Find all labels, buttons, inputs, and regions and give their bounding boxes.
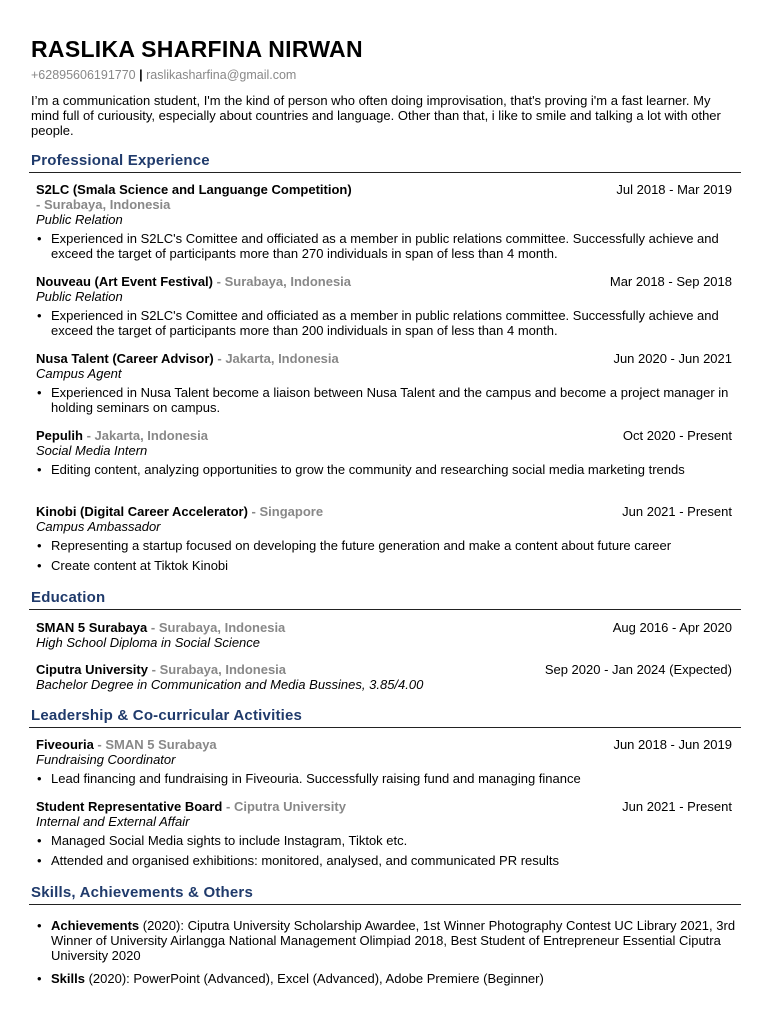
entry-dates: Sep 2020 - Jan 2024 (Expected) [544,662,732,677]
entry-location: Surabaya, Indonesia [159,662,287,677]
section-divider [29,904,741,905]
entry-dash: - [216,274,221,289]
entry-dash: - [150,620,156,635]
skills-label: Skills [51,971,85,986]
entry-role: Campus Ambassador [36,519,161,534]
entry-bullets [36,462,732,477]
entry-location: Singapore [259,504,324,519]
entry-dash: - [36,197,41,212]
entry-organization: S2LC (Smala Science and Languange Competition) [36,182,352,197]
entry-organization: SMAN 5 Surabaya [36,620,148,635]
section-divider [29,609,741,610]
email-address: raslikasharfina@gmail.com [146,68,297,82]
bullet-item: • Lead financing and fundraising in Fiveouria. Successfully raising fund and managing finance [51,771,732,786]
section-title-education: Education [31,589,106,606]
entry-location: Jakarta, Indonesia [94,428,208,443]
bullet-item: • Experienced in S2LC's Comittee and officiated as a member in public relations committee. Successfully achieve and exceed the target of participants more than 270 individuals in span of less than 4 month. [51,231,732,261]
achievements-text: (2020): Ciputra University Scholarship Awardee, 1st Winner Photography Contest UC Library 2021, 3rd Winner of University Airlangga National Management Olimpiad 2018, Best Student of Entrepreneur Essential Ciputra University 2020 [51,918,736,963]
bullet-item: • Experienced in Nusa Talent become a liaison between Nusa Talent and the campus and become a project manager in holding seminars on campus. [51,385,732,415]
bullet-item: • Editing content, analyzing opportunities to grow the community and researching social media marketing trends [51,462,732,477]
entry-dates: Jun 2021 - Present [622,799,732,814]
entry-location: Surabaya, Indonesia [224,274,352,289]
bullet-item: • Attended and organised exhibitions: monitored, analysed, and communicated PR results [51,853,732,868]
entry-dates: Oct 2020 - Present [622,428,732,443]
entry-dash: - [226,799,231,814]
bullet-item: • Managed Social Media sights to include Instagram, Tiktok etc. [51,833,732,848]
entry-dates: Jun 2018 - Jun 2019 [613,737,732,752]
skills-block [36,914,736,991]
entry-dates: Jun 2020 - Jun 2021 [613,351,732,366]
entry-dash: - [97,737,102,752]
entry-dash: - [217,351,222,366]
achievements-label: Achievements [51,918,140,933]
entry-location: Jakarta, Indonesia [225,351,339,366]
entry-location: Surabaya, Indonesia [43,197,171,212]
section-title-skills: Skills, Achievements & Others [31,884,253,901]
experience-entry [36,504,732,578]
profile-summary: I’m a communication student, I'm the kind of person who often doing improvisation, that's proving i'm a fast learner. My mind full of curiousity, especially about countries and language. Other than that, i like to smile and talking a lot with other people. [31,93,721,138]
experience-entry [36,182,732,266]
entry-dash: - [151,662,156,677]
entry-location: Surabaya, Indonesia [158,620,286,635]
bullet-item: • Representing a startup focused on developing the future generation and make a content about future career [51,538,732,553]
leadership-entry [36,799,732,873]
entry-bullets [36,833,732,868]
education-entry [36,620,732,650]
bullet-item: • Experienced in S2LC's Comittee and officiated as a member in public relations committee. Successfully achieve and exceed the target of participants more than 200 individuals in span of less than 4 month. [51,308,732,338]
entry-organization: Ciputra University [36,662,148,677]
entry-organization: Nouveau (Art Event Festival) [36,274,213,289]
section-divider [29,727,741,728]
entry-dates: Jun 2021 - Present [622,504,732,519]
candidate-name: RASLIKA SHARFINA NIRWAN [31,36,363,62]
leadership-entry [36,737,732,791]
experience-entry [36,351,732,420]
experience-entry [36,274,732,343]
entry-bullets [36,385,732,415]
section-title-leadership: Leadership & Co-curricular Activities [31,707,303,724]
entry-role: Internal and External Affair [36,814,190,829]
section-divider [29,172,741,173]
achievements-item [51,918,736,963]
entry-dates: Jul 2018 - Mar 2019 [616,182,732,197]
entry-location: Ciputra University [233,799,346,814]
skills-list [36,918,736,986]
skills-item [51,971,736,986]
education-entry [36,662,732,692]
entry-degree: Bachelor Degree in Communication and Media Bussines, 3.85/4.00 [36,677,424,692]
entry-role: Public Relation [36,289,123,304]
entry-role: Public Relation [36,212,123,227]
entry-dates: Mar 2018 - Sep 2018 [609,274,732,289]
entry-organization: Kinobi (Digital Career Accelerator) [36,504,248,519]
section-title-experience: Professional Experience [31,152,210,169]
entry-dash: - [86,428,91,443]
contact-separator: | [139,68,143,82]
entry-degree: High School Diploma in Social Science [36,635,261,650]
phone-number: +62895606191770 [31,68,136,82]
entry-role: Social Media Intern [36,443,148,458]
contact-line [31,68,296,82]
entry-role: Fundraising Coordinator [36,752,176,767]
entry-location: SMAN 5 Surabaya [105,737,217,752]
entry-dates: Aug 2016 - Apr 2020 [612,620,732,635]
entry-organization: Student Representative Board [36,799,223,814]
bullet-item: • Create content at Tiktok Kinobi [51,558,732,573]
experience-entry [36,428,732,482]
entry-organization: Pepulih [36,428,83,443]
entry-organization: Fiveouria [36,737,94,752]
entry-dash: - [251,504,256,519]
entry-bullets [36,538,732,573]
skills-text: (2020): PowerPoint (Advanced), Excel (Advanced), Adobe Premiere (Beginner) [84,971,544,986]
entry-organization: Nusa Talent (Career Advisor) [36,351,214,366]
entry-bullets [36,308,732,338]
entry-bullets [36,771,732,786]
entry-role: Campus Agent [36,366,122,381]
entry-bullets [36,231,732,261]
